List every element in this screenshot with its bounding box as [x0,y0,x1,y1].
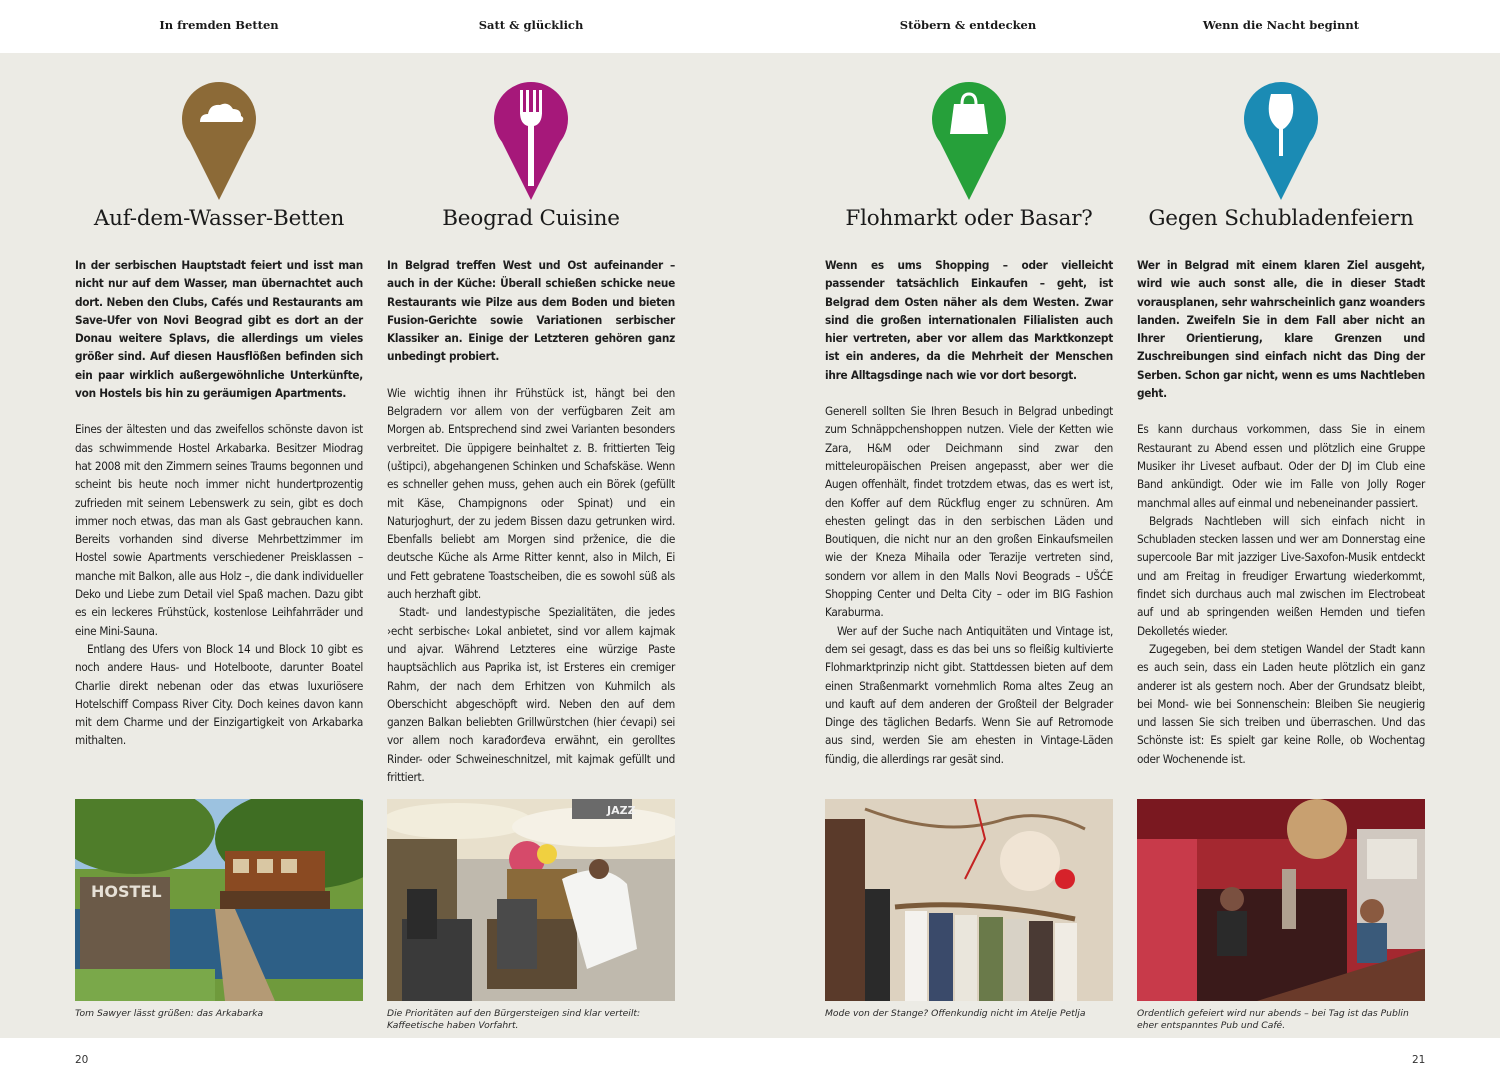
fork-icon [490,76,572,200]
section-label-satt: Satt & glücklich [478,18,584,32]
section-label-nacht: Wenn die Nacht beginnt [1202,18,1360,32]
photo-caption: Mode von der Stange? Offenkundig nicht im Atelje Petlja [825,1008,1086,1019]
article-paragraph: Stadt- und landestypische Spezialitäten, die jedes ›echt serbische‹ Lokal anbietet, sind vor allem kajmak und ajvar. Während Letzteres eine würzige Paste hauptsächlich aus Paprika ist, ist Ersteres ein cremiger Rahm, der nach dem Erhitzen von Kuhmilch als Oberschicht abgeschöpft wird. Neben den auf dem ganzen Balkan beliebten Grillwürstchen (hier ćevapi) sei vor allem noch karađorđeva erwähnt, ein gerolltes Rinder- oder Schweineschnitzel, mit kajmak gefüllt und frittiert. [387,605,675,785]
page-number-left: 20 [75,1054,89,1066]
article-column-shopping [825,76,1113,768]
photo-caption: Die Prioritäten auf den Bürgersteigen sind klar verteilt: Kaffeetische haben Vorfahrt. [387,1008,641,1031]
photo-sidewalk-cafe [387,799,675,1001]
shopping-bag-icon [928,76,1010,200]
hostel-sign-text: HOSTEL [91,882,162,901]
article-lead: Wenn es ums Shopping – oder vielleicht passender tatsächlich Einkaufen – geht, ist Belgrad dem Osten näher als dem Westen. Zwar sind die großen internationalen Filialisten auch hier vertreten, aber vor allem das Marktkonzept ist ein anderes, da die Mehrheit der Menschen ihre Alltagsdinge nach wie vor dort besorgt. [825,258,1113,382]
article-paragraph: Es kann durchaus vorkommen, dass Sie in einem Restaurant zu Abend essen und plötzlich eine Gruppe Musiker ihr Liveset aufbaut. Oder der DJ im Club eine Band ankündigt. Oder wie im Falle von Jolly Roger manchmal alles auf einmal und nebeneinander passiert. [1137,422,1425,510]
wine-glass-icon [1240,76,1322,200]
article-title: Gegen Schubladenfeiern [1148,206,1414,231]
article-paragraph: Eines der ältesten und das zweifellos schönste davon ist das schwimmende Hostel Arkabarka. Besitzer Miodrag hat 2008 mit den Zimmern seines Traums begonnen und scheint bis heute noch immer nicht hundertprozentig zufrieden mit seinem Lebenswerk zu sein, gibt es doch immer noch etwas, das man als Gast gebrauchen kann. Bereits vorhanden sind diverse Mehrbettzimmer im Hostel sowie Apartments verschiedener Preisklassen – manche mit Balkon, alle aus Holz –, die dank individueller Deko und Liebe zum Detail viel Spaß machen. Dazu gibt es ein leckeres Frühstück, kostenlose Leihfahrräder und eine Mini-Sauna. [75,422,363,638]
article-title: Auf-dem-Wasser-Betten [93,206,345,231]
article-paragraph: Entlang des Ufers von Block 14 und Block 10 gibt es noch andere Haus- und Hotelboote, darunter Boatel Charlie direkt nebenan oder das etwas luxuriösere Hotelschiff Compass River City. Doch keines davon kann mit dem Charme und der Einzigartigkeit von Arkabarka mithalten. [75,641,363,748]
article-paragraph: Generell sollten Sie Ihren Besuch in Belgrad unbedingt zum Schnäppchenshoppen nutzen. Viele der Ketten wie Zara, H&M oder Deichmann sind zwar den mitteleuropäischen Preisen angepasst, aber wer die Augen offenhält, findet trotzdem etwas, das es wert ist, den Koffer auf dem Rückflug enger zu schnüren. Am ehesten gelingt das in den serbischen Läden und Boutiquen, die nicht nur an den großen Einkaufsmeilen wie der Kneza Mihaila oder Terazije vertreten sind, sondern vor allem in den Malls Novi Beograds – UŠĆE Shopping Center und Delta City – oder im BIG Fashion Karaburma. [825,404,1113,620]
photo-bar-interior [1137,799,1425,1001]
section-label-stoebern: Stöbern & entdecken [899,18,1037,32]
photo-clothes-rack [825,799,1113,1001]
article-title: Beograd Cuisine [442,206,620,231]
article-lead: Wer in Belgrad mit einem klaren Ziel ausgeht, wird wie auch sonst alle, die in dieser Stadt vorausplanen, sehr wahrscheinlich ganz woanders landen. Zweifeln Sie in dem Fall aber nicht an Ihrer Orientierung, klare Grenzen und Zuschreibungen sind einfach nicht das Ding der Serben. Schon gar nicht, wenn es ums Nachtleben geht. [1137,258,1425,401]
jazz-sign-text: JAZZ [607,804,636,817]
page-number-right: 21 [1412,1054,1426,1066]
article-title: Flohmarkt oder Basar? [845,206,1093,231]
photo-arkabarka-hostel [75,799,363,1001]
article-paragraph: Wer auf der Suche nach Antiquitäten und Vintage ist, dem sei gesagt, dass es das bei uns so fleißig kultivierte Flohmarktprinzip nicht gibt. Stattdessen bieten auf dem einen Straßenmarkt vornehmlich Roma altes Zeug an und kauft auf dem anderen der Großteil der Belgrader Dinge des täglichen Bedarfs. Wenn Sie auf Retromode aus sind, werden Sie am ehesten in Vintage-Läden fündig, die allerdings rar gesät sind. [825,623,1113,766]
cloud-icon [178,76,260,200]
article-lead: In der serbischen Hauptstadt feiert und isst man nicht nur auf dem Wasser, man übernachtet auch dort. Neben den Clubs, Cafés und Restaurants am Save-Ufer von Novi Beograd gibt es dort an der Donau weitere Splavs, die allerdings um vieles größer sind. Auf diesen Hausflößen befinden sich ein paar wirklich außergewöhnliche Unterkünfte, von Hostels bis hin zu geräumigen Apartments. [75,258,363,401]
photo-caption: Ordentlich gefeiert wird nur abends – bei Tag ist das Publin eher entspanntes Pub und Café. [1137,1008,1409,1031]
article-column-betten [75,76,363,750]
article-paragraph: Wie wichtig ihnen ihr Frühstück ist, hängt bei den Belgradern vor allem von der verfügbaren Zeit am Morgen ab. Entsprechend sind zwei Varianten besonders verbreitet. Die üppigere beinhaltet z. B. frittierten Teig (uštipci), abgehangenen Schinken und Schafskäse. Wenn es schneller gehen muss, gehen auch ein Börek (gefüllt mit Käse, Champignons oder Spinat) und ein Naturjoghurt, der zu jedem Bissen dazu getrunken wird. Ebenfalls beliebt am Morgen sind prženice, die die deutsche Küche als Arme Ritter kennt, also in Milch, Ei und Fett gebratene Toastscheiben, die es sowohl süß als auch herzhaft gibt. [387,385,675,602]
article-lead: In Belgrad treffen West und Ost aufeinander – auch in der Küche: Überall schießen schicke neue Restaurants wie Pilze aus dem Boden und bieten Fusion-Gerichte sowie Variationen serbischer Klassiker an. Einige der Letzteren gehören ganz unbedingt probiert. [387,258,675,364]
article-paragraph: Zugegeben, bei dem stetigen Wandel der Stadt kann es auch sein, dass ein Laden heute plötzlich ein ganz anderer ist als gestern noch. Aber der Grundsatz bleibt, bei Mond- wie bei Sonnenschein: Bleiben Sie neugierig und lassen Sie sich treiben und überraschen. Und das Schönste ist: Es spielt gar keine Rolle, ob Wochentag oder Wochenende ist. [1137,641,1425,766]
top-header-bar [0,0,1500,53]
article-column-nacht [1137,76,1425,768]
section-label-betten: In fremden Betten [159,18,279,32]
photo-caption: Tom Sawyer lässt grüßen: das Arkabarka [75,1008,264,1019]
article-column-cuisine [387,76,675,786]
article-paragraph: Belgrads Nachtleben will sich einfach nicht in Schubladen stecken lassen und wer am Donnerstag eine supercoole Bar mit jazziger Live-Saxofon-Musik entdeckt und am Freitag in freudiger Erwartung wiederkommt, findet sich durchaus auch mal zwischen im Electrobeat auf und ab springenden weißen Hemden und tiefen Dekolletés wieder. [1137,513,1425,638]
footer-bar [0,1038,1500,1083]
